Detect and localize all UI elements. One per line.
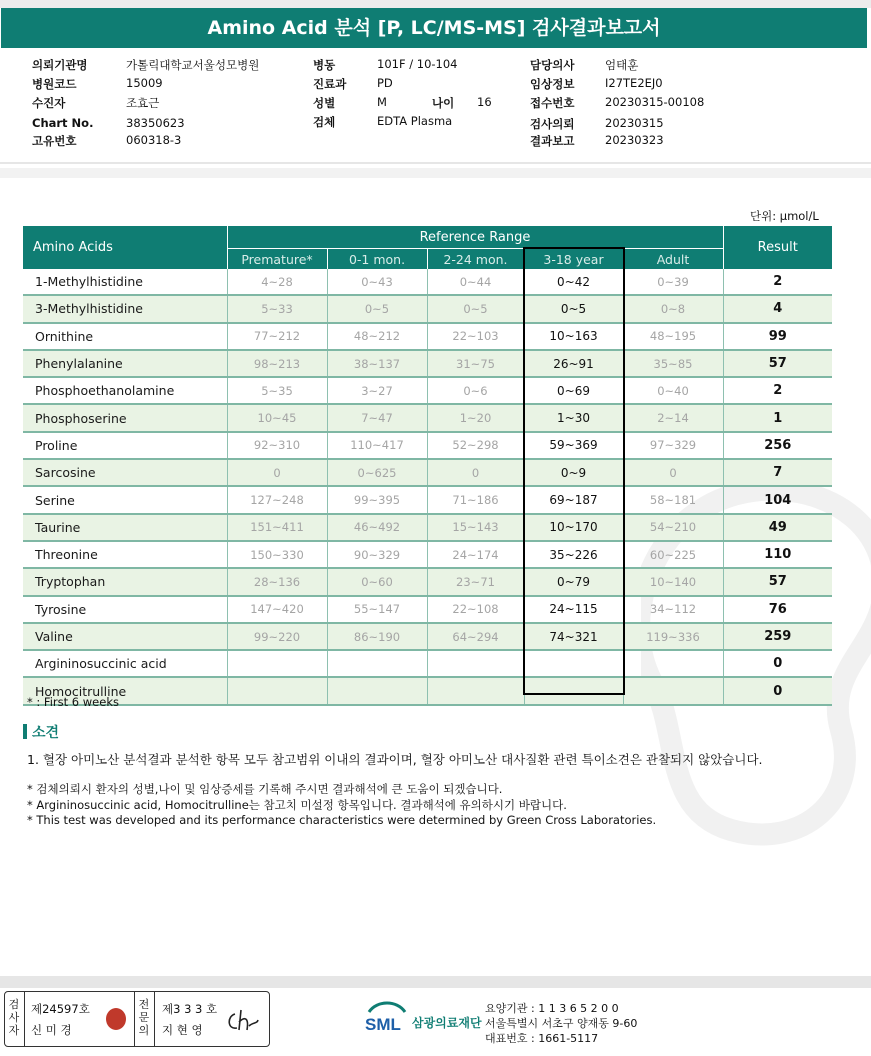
section-opinion-title xyxy=(23,722,59,742)
table-row xyxy=(23,323,832,350)
range-adult xyxy=(623,650,723,677)
range-adult xyxy=(623,677,723,704)
value-hospital-code: 15009 xyxy=(126,76,163,90)
table-row xyxy=(23,514,832,541)
amino-acid-name: Tyrosine xyxy=(23,596,227,623)
range-premature: 99~220 xyxy=(227,623,327,650)
range-0-1-mon: 7~47 xyxy=(327,404,427,431)
col-header-2-24-mon: 2-24 mon. xyxy=(427,249,524,270)
range-premature: 77~212 xyxy=(227,323,327,350)
col-header-adult: Adult xyxy=(623,249,723,270)
value-clinical-info: I27TE2EJ0 xyxy=(605,76,663,90)
range-0-1-mon: 0~60 xyxy=(327,568,427,595)
label-physician: 담당의사 xyxy=(530,58,575,72)
table-row xyxy=(23,486,832,513)
range-premature: 147~420 xyxy=(227,596,327,623)
range-premature: 5~33 xyxy=(227,295,327,322)
col-header-premature: Premature* xyxy=(227,249,327,270)
range-premature: 4~28 xyxy=(227,269,327,295)
range-0-1-mon: 90~329 xyxy=(327,541,427,568)
range-2-24-mon: 0~5 xyxy=(427,295,524,322)
value-receipt-no: 20230315-00108 xyxy=(605,95,705,109)
range-premature: 127~248 xyxy=(227,486,327,513)
tester-name: 신 미 경 xyxy=(31,1023,72,1037)
range-3-18-year: 0~9 xyxy=(524,459,623,486)
result-value: 104 xyxy=(723,486,832,513)
specialist-label xyxy=(137,998,151,1037)
table-row xyxy=(23,677,832,704)
range-adult: 97~329 xyxy=(623,432,723,459)
table-row xyxy=(23,350,832,377)
specialist-name: 지 현 영 xyxy=(162,1023,203,1037)
value-age: 16 xyxy=(477,95,492,109)
amino-acid-name: Proline xyxy=(23,432,227,459)
range-0-1-mon: 3~27 xyxy=(327,377,427,404)
footer-band xyxy=(0,976,871,988)
range-2-24-mon xyxy=(427,677,524,704)
range-2-24-mon: 22~108 xyxy=(427,596,524,623)
range-2-24-mon: 71~186 xyxy=(427,486,524,513)
range-adult: 0 xyxy=(623,459,723,486)
range-adult: 35~85 xyxy=(623,350,723,377)
table-row xyxy=(23,541,832,568)
amino-acid-table xyxy=(23,226,832,706)
table-row xyxy=(23,568,832,595)
label-result-report: 결과보고 xyxy=(530,134,575,148)
range-2-24-mon: 31~75 xyxy=(427,350,524,377)
range-0-1-mon: 110~417 xyxy=(327,432,427,459)
table-row xyxy=(23,269,832,295)
signature-box xyxy=(4,991,270,1047)
table-row xyxy=(23,623,832,650)
range-2-24-mon: 0 xyxy=(427,459,524,486)
range-adult: 10~140 xyxy=(623,568,723,595)
range-adult: 119~336 xyxy=(623,623,723,650)
value-result-report: 20230323 xyxy=(605,133,664,147)
amino-acid-name: Sarcosine xyxy=(23,459,227,486)
result-value: 0 xyxy=(723,650,832,677)
tester-label-char: 검 xyxy=(8,998,20,1011)
range-3-18-year: 10~170 xyxy=(524,514,623,541)
range-2-24-mon: 1~20 xyxy=(427,404,524,431)
range-3-18-year: 10~163 xyxy=(524,323,623,350)
result-value: 49 xyxy=(723,514,832,541)
range-3-18-year: 1~30 xyxy=(524,404,623,431)
range-2-24-mon: 23~71 xyxy=(427,568,524,595)
result-value: 76 xyxy=(723,596,832,623)
table-row xyxy=(23,459,832,486)
range-2-24-mon: 52~298 xyxy=(427,432,524,459)
opinion-comment: 1. 혈장 아미노산 분석결과 분석한 항목 모두 참고범위 이내의 결과이며, 혈장 아미노산 대사질환 관련 특이소견은 관찰되지 않았습니다. xyxy=(27,752,763,767)
tester-license-no: 제24597호 xyxy=(31,1002,90,1016)
range-2-24-mon: 0~44 xyxy=(427,269,524,295)
amino-acid-name: Phenylalanine xyxy=(23,350,227,377)
result-value: 57 xyxy=(723,568,832,595)
range-3-18-year: 24~115 xyxy=(524,596,623,623)
company-address: 서울특별시 서초구 양재동 9-60 xyxy=(485,1017,638,1030)
amino-acid-name: 3-Methylhistidine xyxy=(23,295,227,322)
range-0-1-mon: 86~190 xyxy=(327,623,427,650)
label-ward: 병동 xyxy=(313,58,336,72)
value-ward: 101F / 10-104 xyxy=(377,57,458,71)
range-premature: 5~35 xyxy=(227,377,327,404)
label-receipt-no: 접수번호 xyxy=(530,96,575,110)
range-premature xyxy=(227,650,327,677)
value-department: PD xyxy=(377,76,393,90)
note-1: * 검체의뢰시 환자의 성별,나이 및 임상증세를 기록해 주시면 결과해석에 큰 도움이 되겠습니다. xyxy=(27,782,503,796)
range-2-24-mon: 0~6 xyxy=(427,377,524,404)
table-row xyxy=(23,432,832,459)
range-adult: 0~40 xyxy=(623,377,723,404)
range-2-24-mon: 15~143 xyxy=(427,514,524,541)
value-requesting-institution: 가톨릭대학교서울성모병원 xyxy=(126,58,260,72)
range-2-24-mon xyxy=(427,650,524,677)
sml-logo-icon xyxy=(363,1000,411,1040)
range-3-18-year: 26~91 xyxy=(524,350,623,377)
company-name: 삼광의료재단 xyxy=(412,1016,482,1030)
sml-logo-text: SML xyxy=(365,1015,401,1034)
amino-acid-name: Homocitrulline xyxy=(23,677,227,704)
col-header-3-18-year: 3-18 year xyxy=(524,249,623,270)
specialist-label-char: 의 xyxy=(138,1024,150,1037)
sig-divider xyxy=(134,992,135,1046)
range-3-18-year: 0~69 xyxy=(524,377,623,404)
range-adult: 54~210 xyxy=(623,514,723,541)
range-0-1-mon: 99~395 xyxy=(327,486,427,513)
tester-label xyxy=(7,998,21,1037)
range-0-1-mon: 0~625 xyxy=(327,459,427,486)
result-value: 256 xyxy=(723,432,832,459)
value-unique-no: 060318-3 xyxy=(126,133,182,147)
result-value: 57 xyxy=(723,350,832,377)
specialist-license-no: 제3 3 3 호 xyxy=(162,1002,218,1016)
range-0-1-mon xyxy=(327,677,427,704)
result-value: 7 xyxy=(723,459,832,486)
range-adult: 34~112 xyxy=(623,596,723,623)
value-patient: 조효근 xyxy=(126,96,160,110)
note-2: * Argininosuccinic acid, Homocitrulline는 참고치 미설정 항목입니다. 결과해석에 유의하시기 바랍니다. xyxy=(27,798,567,812)
result-value: 4 xyxy=(723,295,832,322)
highlight-box-3-18-year xyxy=(523,247,625,695)
amino-acid-name: Serine xyxy=(23,486,227,513)
amino-acid-name: Ornithine xyxy=(23,323,227,350)
value-specimen: EDTA Plasma xyxy=(377,114,453,128)
range-premature: 150~330 xyxy=(227,541,327,568)
result-value: 259 xyxy=(723,623,832,650)
range-premature xyxy=(227,677,327,704)
range-0-1-mon: 0~5 xyxy=(327,295,427,322)
amino-acid-name: Threonine xyxy=(23,541,227,568)
range-2-24-mon: 24~174 xyxy=(427,541,524,568)
header-divider-shade xyxy=(0,168,871,178)
range-adult: 60~225 xyxy=(623,541,723,568)
value-chart-no: 38350623 xyxy=(126,116,185,130)
label-specimen: 검체 xyxy=(313,115,336,129)
label-sex: 성별 xyxy=(313,96,336,110)
amino-acid-name: Valine xyxy=(23,623,227,650)
amino-acid-name: Phosphoserine xyxy=(23,404,227,431)
note-3: * This test was developed and its performance characteristics were determined by Green Cross Laboratories. xyxy=(27,813,657,827)
header-divider xyxy=(0,162,871,164)
result-value: 110 xyxy=(723,541,832,568)
amino-acid-name: Tryptophan xyxy=(23,568,227,595)
range-3-18-year: 0~5 xyxy=(524,295,623,322)
col-header-0-1-mon: 0-1 mon. xyxy=(327,249,427,270)
range-adult: 2~14 xyxy=(623,404,723,431)
value-physician: 엄태훈 xyxy=(605,58,639,72)
result-value: 99 xyxy=(723,323,832,350)
label-test-request: 검사의뢰 xyxy=(530,117,575,131)
amino-acid-name: Phosphoethanolamine xyxy=(23,377,227,404)
result-value: 2 xyxy=(723,377,832,404)
col-header-reference-range: Reference Range xyxy=(227,226,723,249)
table-row xyxy=(23,404,832,431)
range-0-1-mon: 46~492 xyxy=(327,514,427,541)
label-age: 나이 xyxy=(432,96,455,110)
range-adult: 58~181 xyxy=(623,486,723,513)
label-clinical-info: 임상정보 xyxy=(530,77,575,91)
footnote-premature: * : First 6 weeks xyxy=(27,695,119,709)
range-0-1-mon: 48~212 xyxy=(327,323,427,350)
amino-acid-name: 1-Methylhistidine xyxy=(23,269,227,295)
value-test-request: 20230315 xyxy=(605,116,664,130)
range-3-18-year: 59~369 xyxy=(524,432,623,459)
sig-divider xyxy=(24,992,25,1046)
company-phone: 대표번호 : 1661-5117 xyxy=(485,1032,599,1045)
label-unique-no: 고유번호 xyxy=(32,134,77,148)
tester-label-char: 사 xyxy=(8,1011,20,1024)
range-3-18-year: 35~226 xyxy=(524,541,623,568)
top-band xyxy=(0,0,871,8)
range-adult: 0~39 xyxy=(623,269,723,295)
range-premature: 98~213 xyxy=(227,350,327,377)
range-0-1-mon xyxy=(327,650,427,677)
specialist-label-char: 전 xyxy=(138,998,150,1011)
report-title: Amino Acid 분석 [P, LC/MS-MS] 검사결과보고서 xyxy=(1,8,867,48)
range-adult: 48~195 xyxy=(623,323,723,350)
label-hospital-code: 병원코드 xyxy=(32,77,77,91)
org-code: 요양기관 : 1 1 3 6 5 2 0 0 xyxy=(485,1002,619,1015)
range-3-18-year: 69~187 xyxy=(524,486,623,513)
sig-divider xyxy=(154,992,155,1046)
range-2-24-mon: 22~103 xyxy=(427,323,524,350)
range-premature: 10~45 xyxy=(227,404,327,431)
table-row xyxy=(23,377,832,404)
unit-label: 단위: μmol/L xyxy=(750,209,819,223)
range-3-18-year: 0~42 xyxy=(524,269,623,295)
range-premature: 0 xyxy=(227,459,327,486)
label-requesting-institution: 의뢰기관명 xyxy=(32,58,88,72)
amino-acid-name: Argininosuccinic acid xyxy=(23,650,227,677)
col-header-result: Result xyxy=(723,226,832,269)
col-header-amino-acids: Amino Acids xyxy=(23,226,227,269)
table-row xyxy=(23,295,832,322)
amino-acid-name: Taurine xyxy=(23,514,227,541)
range-0-1-mon: 0~43 xyxy=(327,269,427,295)
range-premature: 92~310 xyxy=(227,432,327,459)
label-patient: 수진자 xyxy=(32,96,66,110)
section-bar xyxy=(23,724,27,739)
tester-seal-stamp xyxy=(106,1008,126,1030)
value-sex: M xyxy=(377,95,387,109)
range-premature: 28~136 xyxy=(227,568,327,595)
table-row xyxy=(23,650,832,677)
specialist-label-char: 문 xyxy=(138,1011,150,1024)
label-chart-no: Chart No. xyxy=(32,116,94,130)
label-department: 진료과 xyxy=(313,77,347,91)
range-adult: 0~8 xyxy=(623,295,723,322)
tester-label-char: 자 xyxy=(8,1024,20,1037)
range-premature: 151~411 xyxy=(227,514,327,541)
range-0-1-mon: 55~147 xyxy=(327,596,427,623)
result-value: 0 xyxy=(723,677,832,704)
section-title-text: 소견 xyxy=(32,725,60,741)
range-2-24-mon: 64~294 xyxy=(427,623,524,650)
range-0-1-mon: 38~137 xyxy=(327,350,427,377)
table-row xyxy=(23,596,832,623)
result-value: 1 xyxy=(723,404,832,431)
range-3-18-year: 74~321 xyxy=(524,623,623,650)
handwritten-signature xyxy=(225,1008,259,1034)
result-value: 2 xyxy=(723,269,832,295)
range-3-18-year: 0~79 xyxy=(524,568,623,595)
